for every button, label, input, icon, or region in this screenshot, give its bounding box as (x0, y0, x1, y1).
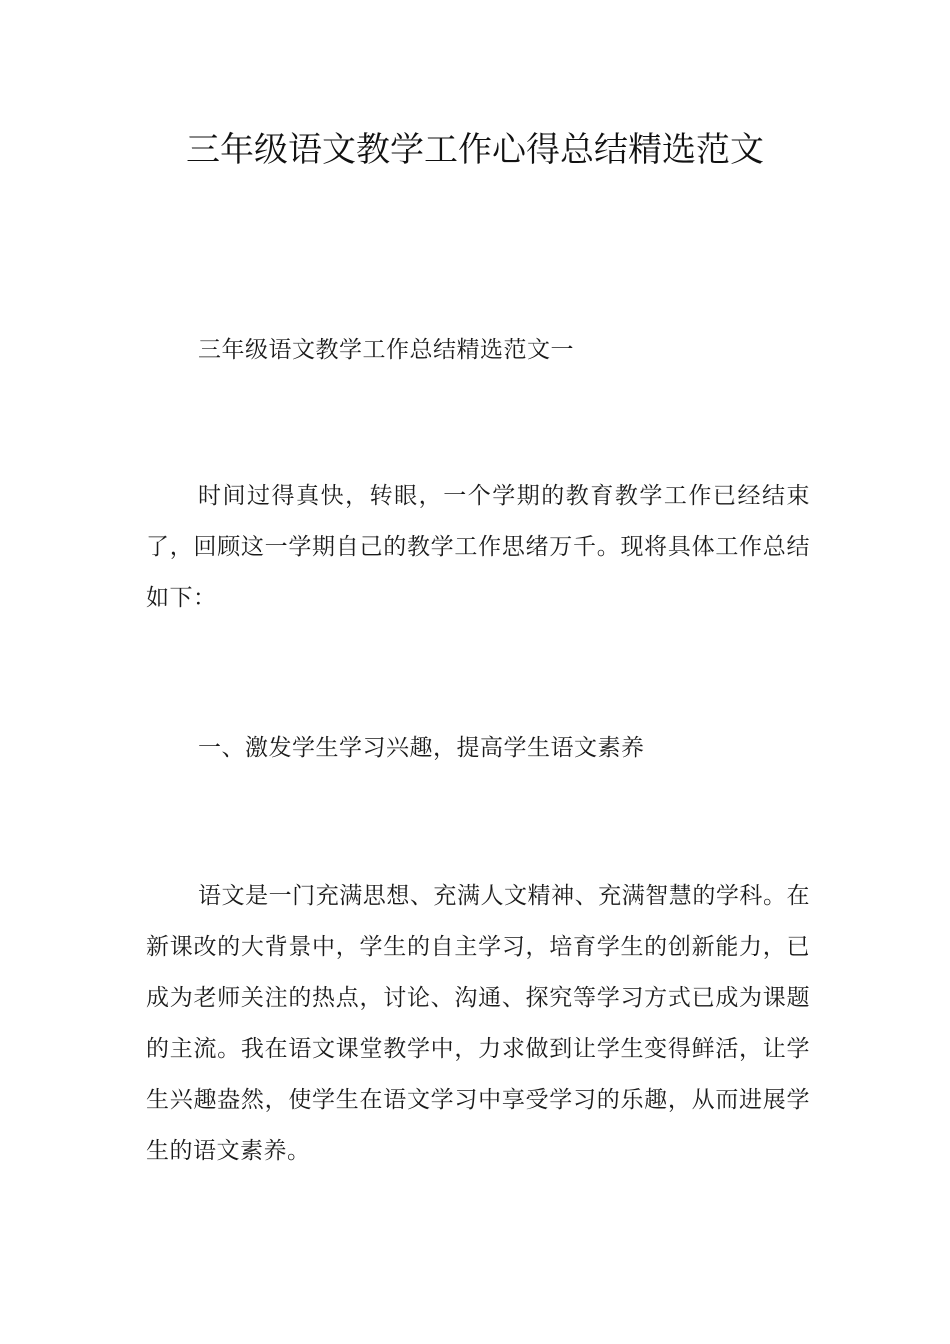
intro-paragraph: 时间过得真快，转眼，一个学期的教育教学工作已经结束了，回顾这一学期自己的教学工作思绪万千。现将具体工作总结如下： (146, 483, 810, 611)
section-subtitle: 三年级语文教学工作总结精选范文一 (198, 337, 574, 363)
section-one-body: 语文是一门充满思想、充满人文精神、充满智慧的学科。在新课改的大背景中，学生的自主学习，培育学生的创新能力，已成为老师关注的热点，讨论、沟通、探究等学习方式已成为课题的主流。我在语文课堂教学中，力求做到让学生变得鲜活，让学生兴趣盎然，使学生在语文学习中享受学习的乐趣，从而进展学生的语文素养。 (146, 883, 810, 1164)
section-one-heading: 一、激发学生学习兴趣，提高学生语文素养 (198, 735, 645, 761)
document-title: 三年级语文教学工作心得总结精选范文 (186, 130, 764, 170)
